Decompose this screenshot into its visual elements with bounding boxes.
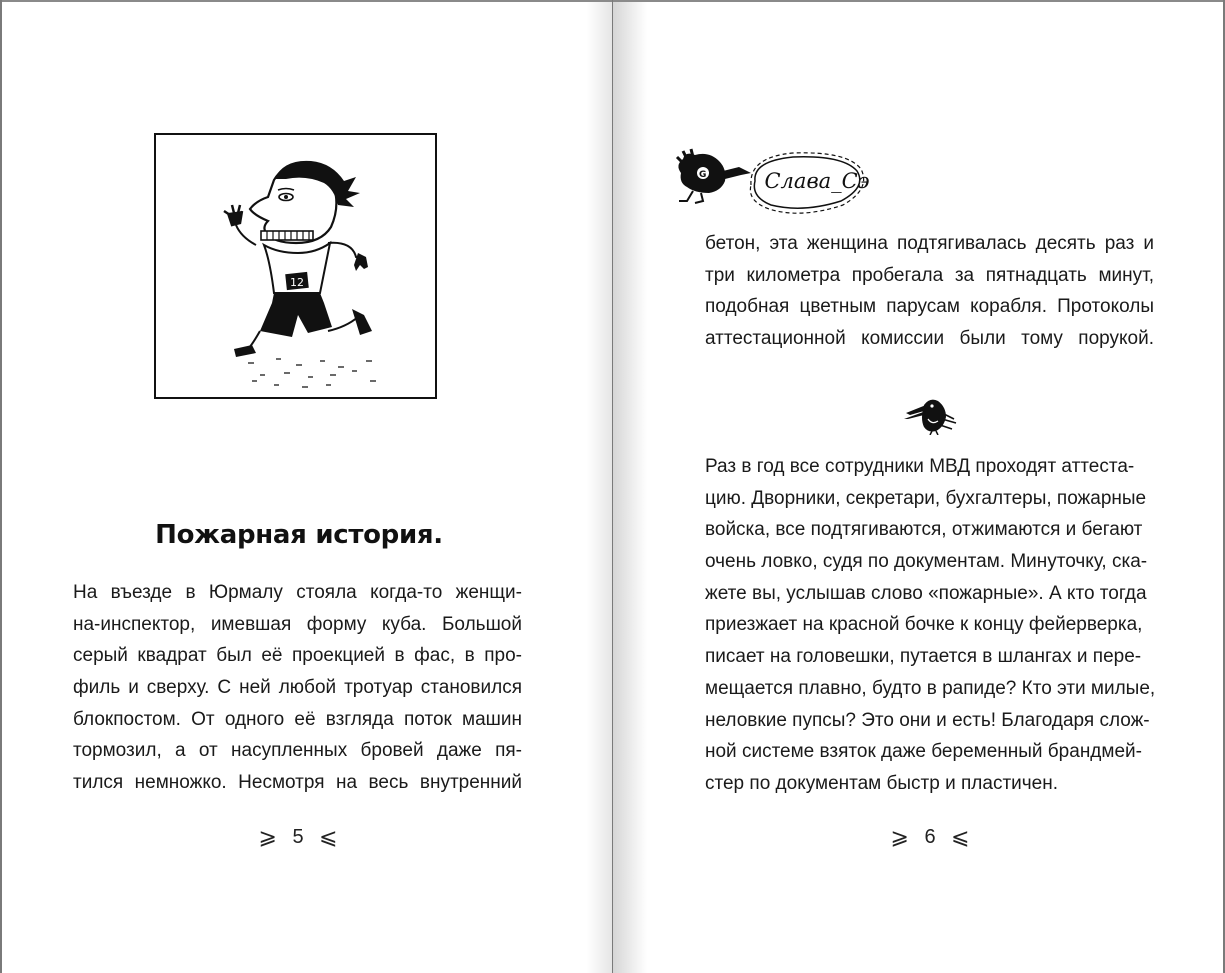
- text-line: три километра пробегала за пятнадцать минут,: [705, 264, 1154, 286]
- text-line: бетон, эта женщина подтягивалась десять раз и: [705, 233, 1154, 254]
- bib-number: 12: [290, 276, 304, 289]
- text-line: тился немножко. Несмотря на весь внутренний: [73, 772, 522, 794]
- crow-icon: [902, 391, 958, 435]
- text-line: мещается плавно, будто в рапиде? Кто эти милые,: [705, 677, 1156, 699]
- running-man-drawing: [156, 135, 435, 397]
- crow-separator: [902, 391, 958, 440]
- right-body-text-bottom: [705, 451, 1154, 800]
- left-page: [2, 0, 612, 973]
- page-number-value: 5: [292, 825, 304, 848]
- text-line: войска, все подтягиваются, отжимаются и бегают: [705, 519, 1143, 541]
- right-gutter-shadow: [613, 2, 647, 973]
- page-marker-right: ⩽: [951, 824, 970, 849]
- text-line: филь и сверху. С ней любой тротуар становился: [73, 677, 522, 699]
- text-line: очень ловко, судя по документам. Минуточку, ска-: [705, 551, 1148, 573]
- svg-text:G: G: [699, 170, 707, 180]
- text-line: серый квадрат был её проекцией в фас, в про-: [73, 645, 522, 667]
- text-line: неловкие пупсы? Это они и есть! Благодаря слож-: [705, 709, 1150, 731]
- text-line: ной системе взяток даже беременный брандмей-: [705, 741, 1142, 763]
- text-line: Раз в год все сотрудники МВД проходят аттеста-: [705, 456, 1135, 477]
- text-line: цию. Дворники, секретари, бухгалтеры, пожарные: [705, 487, 1147, 509]
- text-line: блокпостом. От одного её взгляда поток машин: [73, 708, 522, 730]
- text-line: жете вы, услышав слово «пожарные». А кто тогда: [705, 582, 1147, 604]
- text-line: приезжает на красной бочке к концу фейерверка,: [705, 614, 1143, 636]
- text-line: подобная цветным парусам корабля. Протоколы: [705, 296, 1154, 318]
- page-number-left: [258, 824, 338, 850]
- page-marker-left: ⩾: [890, 824, 909, 849]
- text-line: аттестационной комиссии были тому порукой.: [705, 328, 1154, 350]
- right-page: [613, 0, 1223, 973]
- text-line: стер по документам быстр и пластичен.: [705, 772, 1058, 794]
- text-line: На въезде в Юрмалу стояла когда-то женщи-: [73, 582, 522, 603]
- page-marker-right: ⩽: [319, 824, 338, 849]
- chapter-title: Пожарная история.: [155, 520, 443, 550]
- author-label: Слава_Сэ: [764, 169, 870, 193]
- text-line: писает на головешки, путается в шлангах и пере-: [705, 646, 1142, 668]
- running-man-illustration: [154, 133, 437, 399]
- left-body-text: [73, 577, 522, 799]
- page-marker-left: ⩾: [258, 824, 277, 849]
- right-body-text-top: [705, 228, 1154, 355]
- page-number-value: 6: [924, 825, 936, 848]
- page-number-right: [890, 824, 970, 850]
- text-line: на-инспектор, имевшая форму куба. Большой: [73, 613, 522, 635]
- text-line: тормозил, а от насупленных бровей даже пя-: [73, 740, 522, 762]
- left-gutter-shadow: [586, 2, 612, 973]
- author-logo: [673, 147, 873, 232]
